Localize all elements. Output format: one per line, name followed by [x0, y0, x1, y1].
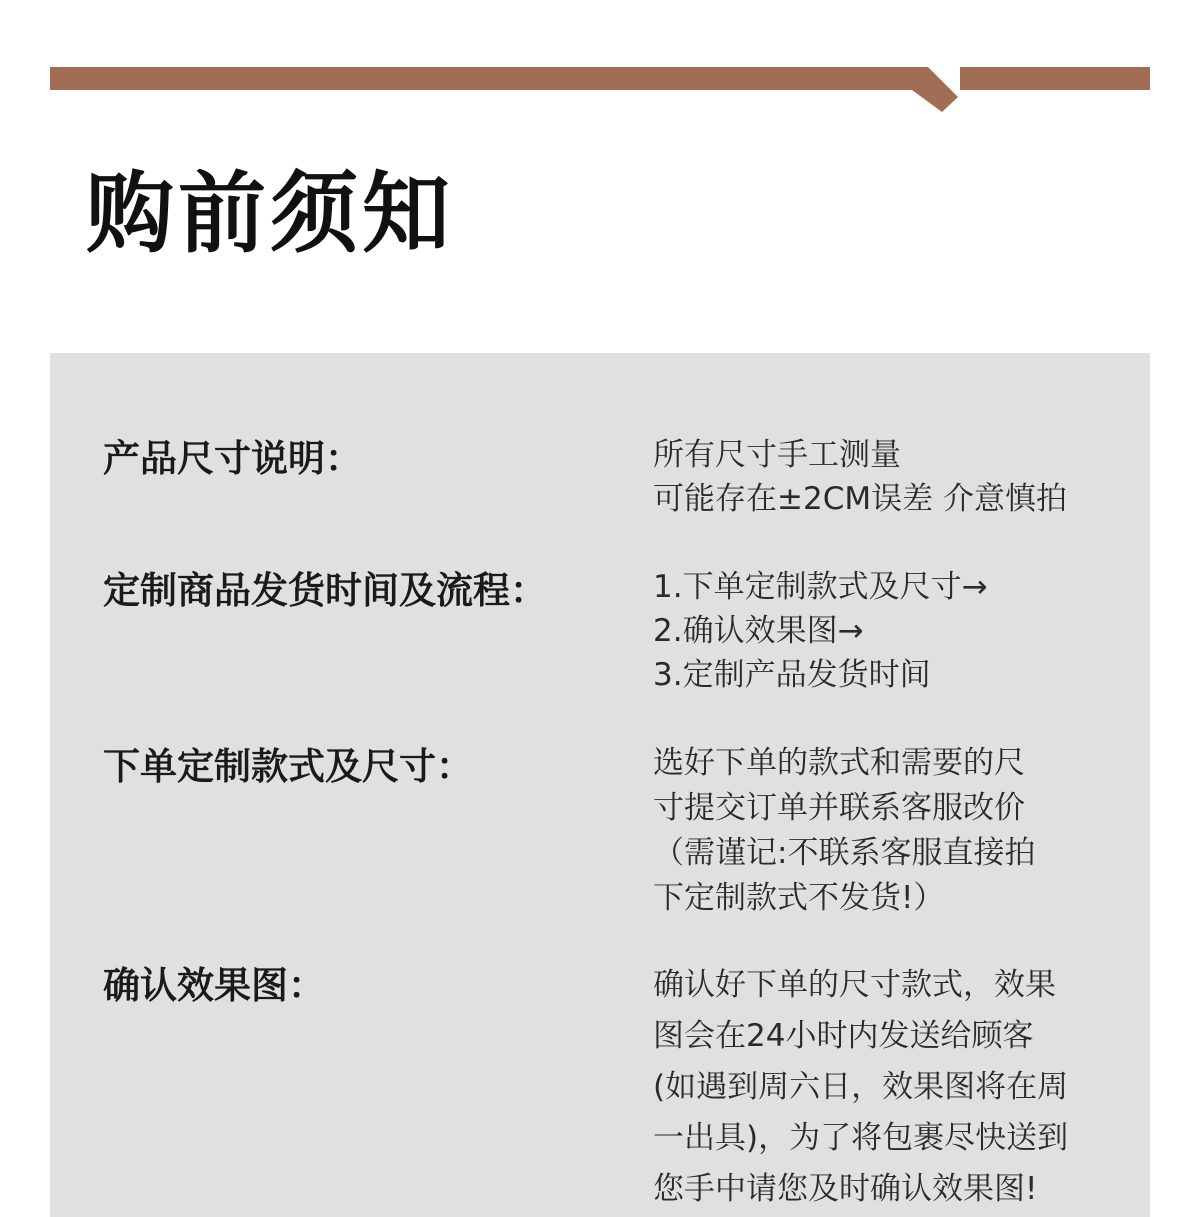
- section-line: 选好下单的款式和需要的尺: [653, 745, 1025, 781]
- section-label: 下单定制款式及尺寸：: [103, 745, 473, 788]
- section-line: 寸提交订单并联系客服改价: [653, 790, 1025, 826]
- section-label: 产品尺寸说明：: [103, 437, 362, 480]
- section-label: 确认效果图：: [103, 964, 325, 1007]
- section-label: 定制商品发货时间及流程：: [103, 569, 547, 612]
- section-content: [653, 565, 1113, 697]
- section-line: 图会在24小时内发送给顾客: [653, 1018, 1034, 1054]
- info-panel: [50, 353, 1150, 1217]
- section-line: 确认好下单的尺寸款式，效果: [653, 967, 1056, 1003]
- section-line: 所有尺寸手工测量: [653, 437, 901, 473]
- decorative-top-bar: [0, 0, 1200, 120]
- section-content: [653, 433, 1113, 521]
- section-content: [653, 960, 1113, 1215]
- section-line: 一出具)，为了将包裹尽快送到: [653, 1120, 1069, 1156]
- section-content: [653, 741, 1113, 921]
- page-title: 购前须知: [86, 162, 455, 265]
- section-line: （需谨记:不联系客服直接拍: [653, 835, 1036, 871]
- section-line: 1.下单定制款式及尺寸→: [653, 569, 988, 605]
- section-line: 您手中请您及时确认效果图!: [653, 1171, 1038, 1207]
- top-bar-left-segment: [50, 67, 958, 112]
- section-line: 3.定制产品发货时间: [653, 657, 931, 693]
- top-bar-right-segment: [960, 67, 1150, 90]
- section-line: 可能存在±2CM误差 介意慎拍: [653, 481, 1067, 517]
- section-line: (如遇到周六日，效果图将在周: [653, 1069, 1069, 1105]
- section-line: 2.确认效果图→: [653, 613, 864, 649]
- section-line: 下定制款式不发货!）: [653, 880, 945, 916]
